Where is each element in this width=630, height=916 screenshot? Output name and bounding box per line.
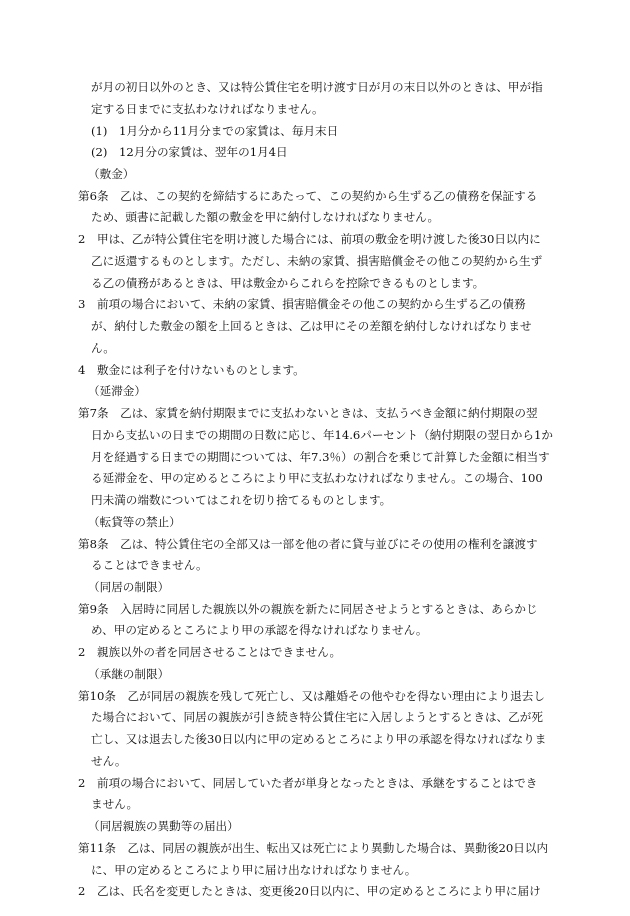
article-line: 第6条 乙は、この契約を締結するにあたって、この契約から生ずる乙の債務を保証する [78,188,538,203]
section-heading: （転貸等の禁止） [88,514,181,529]
text-line: 円未満の端数についてはこれを切り捨てるものとします。 [91,493,392,507]
article-line: 2 親族以外の者を同居させることはできません。 [78,645,342,660]
article-line: 4 敷金には利子を付けないものとします。 [78,362,305,377]
text-line: が、納付した敷金の額を上回るときは、乙は甲にその差額を納付しなければなりませ [91,319,532,334]
text-line: た場合において、同居の親族が引き続き特公賃住宅に入居しようとするときは、乙が死 [91,710,543,725]
section-heading: （敷金） [88,166,135,181]
text-line: 乙に返還するものとします。ただし、未納の家賃、損害賠償金その他この契約から生ず [91,253,543,268]
section-heading: （延滞金） [88,384,146,399]
text-line: 月を経過する日までの期間については、年7.3％）の割合を乗じて計算した金額に相当す [91,449,550,464]
article-line: 2 乙は、氏名を変更したときは、変更後20日以内に、甲の定めるところにより甲に届け [78,884,541,899]
section-heading: （同居の制限） [88,579,170,594]
text-line: る乙の債務があるときは、甲は敷金からこれらを控除できるものとします。 [91,275,485,290]
text-line: が月の初日以外のとき、又は特公賃住宅を明け渡す日が月の末日以外のときは、甲が指 [91,80,543,94]
article-line: 第10条 乙が同居の親族を残して死亡し、又は離婚その他やむを得ない理由により退去し [78,688,545,703]
text-line: る延滞金を、甲の定めるところにより甲に支払わなければなりません。この場合、100 [91,471,543,486]
text-line: ることはできません。 [91,558,208,573]
section-heading: （同居親族の異動等の届出） [88,819,239,834]
article-line: 2 前項の場合において、同居していた者が単身となったときは、承継をすることはでき [78,775,538,790]
text-line: ん。 [91,340,115,355]
text-line: 定する日までに支払わなければなりません。 [91,101,324,116]
article-line: 第7条 乙は、家賃を納付期限までに支払わないときは、支払うべき金額に納付期限の翌 [78,406,538,421]
text-line: め、甲の定めるところにより甲の承認を得なければなりません。 [91,623,428,638]
text-line: 日から支払いの日までの期間の日数に応じ、年14.6パーセント（納付期限の翌日から1か [91,427,553,442]
article-line: 第11条 乙は、同居の親族が出生、転出又は死亡により異動した場合は、異動後20日以内 [78,840,549,855]
list-item: (1) 1月分から11月分までの家賃は、毎月末日 [91,123,339,138]
text-line: せん。 [91,753,127,768]
article-line: 第8条 乙は、特公賃住宅の全部又は一部を他の者に貸与並びにその使用の権利を譲渡す [78,536,538,551]
text-line: ません。 [91,797,139,812]
section-heading: （承継の制限） [88,666,170,681]
article-line: 3 前項の場合において、未納の家賃、損害賠償金その他この契約から生ずる乙の債務 [78,297,526,312]
article-line: 2 甲は、乙が特公賃住宅を明け渡した場合には、前項の敷金を明け渡した後30日以内に [78,232,541,247]
text-line: に、甲の定めるところにより甲に届け出なければなりません。 [91,862,417,877]
list-item: (2) 12月分の家賃は、翌年の1月4日 [91,145,288,160]
article-line: 第9条 入居時に同居した親族以外の親族を新たに同居させようとするときは、あらかじ [78,601,538,616]
text-line: ため、頭書に記載した額の敷金を甲に納付しなければなりません。 [91,210,440,225]
text-line: 亡し、又は退去した後30日以内に甲の定めるところにより甲の承認を得なければなりま [91,732,547,747]
